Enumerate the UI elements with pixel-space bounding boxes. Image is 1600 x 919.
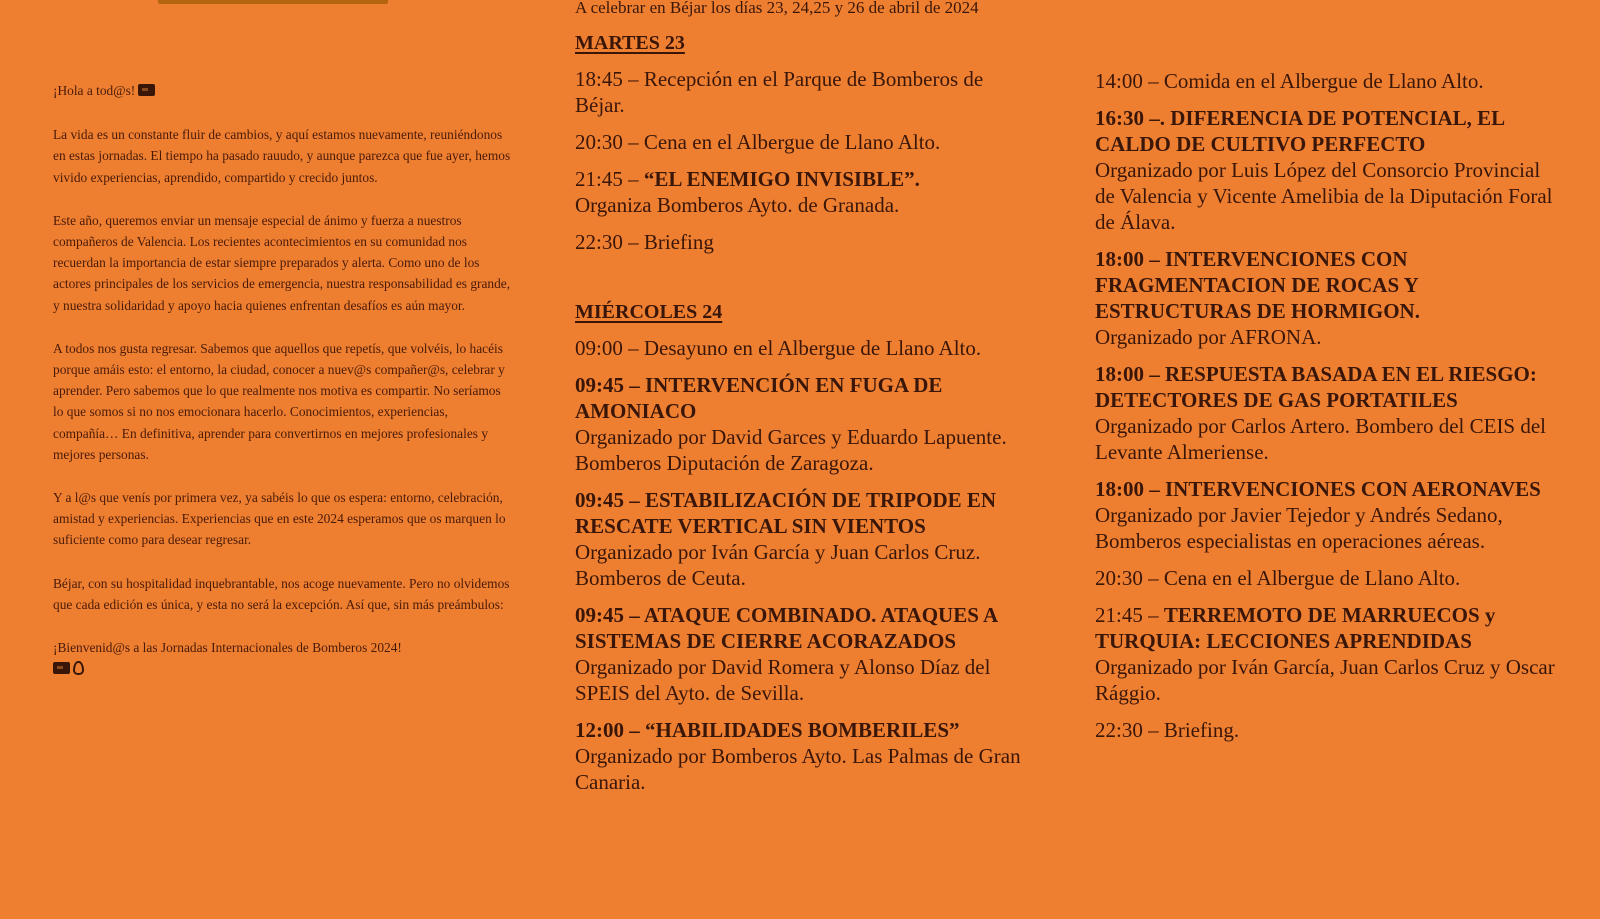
session-title: “EL ENEMIGO INVISIBLE”. xyxy=(643,167,920,191)
schedule-entry: 22:30 – Briefing xyxy=(575,230,714,254)
schedule-entry: 21:45 – “EL ENEMIGO INVISIBLE”. Organiza Bomberos Ayto. de Granada. xyxy=(575,167,920,217)
intro-paragraph: Y a l@s que venís por primera vez, ya sabéis lo que os espera: entorno, celebración, amistad y experiencias. Experiencias que en este 2024 esperamos que os marquen lo suficiente como para desear regresar. xyxy=(53,490,506,548)
program-column-1 xyxy=(575,0,1035,806)
program-subtitle: A celebrar en Béjar los días 23, 24,25 y 26 de abril de 2024 xyxy=(575,0,979,17)
intro-paragraph: La vida es un constante fluir de cambios, y aquí estamos nuevamente, reuniéndonos en estas jornadas. El tiempo ha pasado rauudo, y aunque parezca que fue ayer, hemos vivido experiencias, aprendido, compartido y crecido juntos. xyxy=(53,127,511,185)
intro-paragraph: A todos nos gusta regresar. Sabemos que aquellos que repetís, que volvéis, lo hacéis porque amáis esto: el entorno, la ciudad, conocer a nuev@s compañer@s, celebrar y aprender. Pero sabemos que lo que realmente nos motiva es compartir. No seríamos lo que somos si no nos emocionara hacerlo. Conocimientos, experiencias, compañía… En definitiva, aprender para convertirnos en mejores profesionales y mejores personas. xyxy=(53,340,505,462)
schedule-entry: 12:00 – “HABILIDADES BOMBERILES” Organizado por Bomberos Ayto. Las Palmas de Gran Canaria. xyxy=(575,718,1021,794)
schedule-entry: 21:45 – TERREMOTO DE MARRUECOS y TURQUIA: LECCIONES APRENDIDAS Organizado por Iván García, Juan Carlos Cruz y Oscar Rággio. xyxy=(1095,603,1555,705)
closing: ¡Bienvenid@s a las Jornadas Internacionales de Bomberos 2024! xyxy=(53,637,513,679)
session-title: INTERVENCIONES CON AERONAVES xyxy=(1165,477,1541,501)
session-title: “HABILIDADES BOMBERILES” xyxy=(645,718,960,742)
day-heading-miercoles: MIÉRCOLES 24 xyxy=(575,301,723,323)
flame-emoji-icon xyxy=(73,661,84,675)
schedule-entry: 20:30 – Cena en el Albergue de Llano Alto. xyxy=(575,130,941,154)
fire-truck-emoji-icon xyxy=(53,662,70,674)
session-title: INTERVENCIONES CON FRAGMENTACION DE ROCAS Y ESTRUCTURAS DE HORMIGON. xyxy=(1095,247,1420,323)
schedule-entry: 18:00 – INTERVENCIONES CON AERONAVES Organizado por Javier Tejedor y Andrés Sedano, Bomberos especialistas en operaciones aéreas. xyxy=(1095,477,1541,553)
program-column-2 xyxy=(1095,68,1555,754)
intro-letter xyxy=(53,80,513,679)
fire-truck-emoji-icon xyxy=(138,84,155,96)
session-title: DIFERENCIA DE POTENCIAL, EL CALDO DE CULTIVO PERFECTO xyxy=(1095,106,1504,156)
schedule-entry: 09:00 – Desayuno en el Albergue de Llano Alto. xyxy=(575,336,982,360)
top-decorative-bar xyxy=(158,0,388,4)
session-title: TERREMOTO DE MARRUECOS y TURQUIA: LECCIONES APRENDIDAS xyxy=(1095,603,1496,653)
schedule-entry: 18:00 – RESPUESTA BASADA EN EL RIESGO: DETECTORES DE GAS PORTATILES Organizado por Carlos Artero. Bombero del CEIS del Levante Almeriense. xyxy=(1095,362,1547,464)
schedule-entry: 09:45 – ATAQUE COMBINADO. ATAQUES A SISTEMAS DE CIERRE ACORAZADOS Organizado por David Romera y Alonso Díaz del SPEIS del Ayto. de Sevilla. xyxy=(575,603,997,705)
schedule-entry: 09:45 – ESTABILIZACIÓN DE TRIPODE EN RESCATE VERTICAL SIN VIENTOS Organizado por Iván García y Juan Carlos Cruz. Bomberos de Ceuta. xyxy=(575,488,997,590)
intro-paragraph: Béjar, con su hospitalidad inquebrantable, nos acoge nuevamente. Pero no olvidemos que cada edición es única, y esta no será la excepción. Así que, sin más preámbulos: xyxy=(53,575,510,612)
schedule-entry: 22:30 – Briefing. xyxy=(1095,718,1240,742)
session-title: ATAQUE COMBINADO. ATAQUES A SISTEMAS DE CIERRE ACORAZADOS xyxy=(575,603,997,653)
day-heading-martes: MARTES 23 xyxy=(575,32,685,54)
schedule-entry: 18:45 – Recepción en el Parque de Bomberos de Béjar. xyxy=(575,67,984,117)
schedule-entry: 09:45 – INTERVENCIÓN EN FUGA DE AMONIACO Organizado por David Garces y Eduardo Lapuente. Bomberos Diputación de Zaragoza. xyxy=(575,373,1007,475)
intro-paragraph: Este año, queremos enviar un mensaje especial de ánimo y fuerza a nuestros compañeros de Valencia. Los recientes acontecimientos en su comunidad nos recuerdan la importancia de estar siempre preparados y alerta. Como uno de los actores principales de los servicios de emergencia, nuestra responsabilidad es grande, y nuestra solidaridad y apoyo hacia quienes enfrentan desafíos es aún mayor. xyxy=(53,212,511,313)
schedule-entry: 20:30 – Cena en el Albergue de Llano Alto. xyxy=(1095,566,1461,590)
schedule-entry: 18:00 – INTERVENCIONES CON FRAGMENTACION DE ROCAS Y ESTRUCTURAS DE HORMIGON. Organizado por AFRONA. xyxy=(1095,247,1420,349)
session-title: RESPUESTA BASADA EN EL RIESGO: DETECTORES DE GAS PORTATILES xyxy=(1095,362,1537,412)
schedule-entry: 16:30 –. DIFERENCIA DE POTENCIAL, EL CALDO DE CULTIVO PERFECTO Organizado por Luis López del Consorcio Provincial de Valencia y Vicente Amelibia de la Diputación Foral de Álava. xyxy=(1095,106,1553,234)
session-title: INTERVENCIÓN EN FUGA DE AMONIACO xyxy=(575,373,943,423)
session-title: ESTABILIZACIÓN DE TRIPODE EN RESCATE VERTICAL SIN VIENTOS xyxy=(575,488,997,538)
greeting: ¡Hola a tod@s! xyxy=(53,80,513,101)
schedule-entry: 14:00 – Comida en el Albergue de Llano Alto. xyxy=(1095,69,1484,93)
